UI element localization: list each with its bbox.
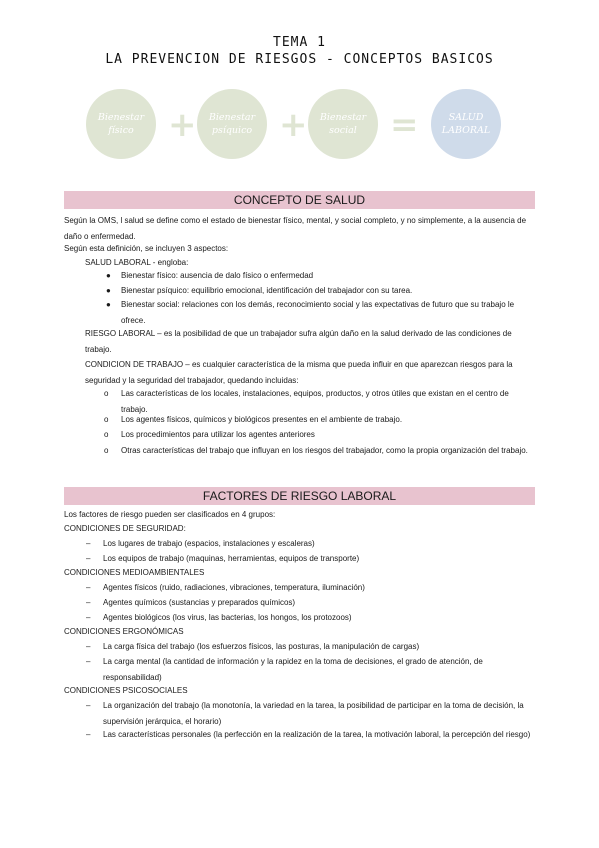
plus-operator: + <box>279 105 308 145</box>
dash-marker: – <box>86 701 91 710</box>
bullet-circle: o <box>104 415 109 424</box>
item-equipos-trabajo: Los equipos de trabajo (maquinas, herramientas, equipos de transporte) <box>103 554 360 563</box>
item-agentes-fisicos: Agentes físicos (ruido, radiaciones, vibraciones, temperatura, iluminación) <box>103 583 365 592</box>
paragraph-condicion-trabajo: CONDICION DE TRABAJO – es cualquier característica de la misma que pueda influir en que aparezcan riesgos para la seguridad y la seguridad del trabajador, quedando incluidas: <box>85 360 513 385</box>
bullet-dot: ● <box>106 286 111 295</box>
circle-bienestar-psiquico: Bienestar psíquico <box>197 89 267 159</box>
group-title-medioambientales: CONDICIONES MEDIOAMBIENTALES <box>64 568 205 577</box>
bullet-social: Bienestar social: relaciones con los demás, reconocimiento social y las expectativas de futuro que su trabajo le ofrece. <box>121 300 515 325</box>
bullet-fisico: Bienestar físico: ausencia de dalo físico o enfermedad <box>121 271 314 280</box>
paragraph-riesgo-laboral: RIESGO LABORAL – es la posibilidad de que un trabajador sufra algún daño en la salud derivado de las condiciones de trabajo. <box>85 329 512 354</box>
dash-marker: – <box>86 657 91 666</box>
section-heading-factores-riesgo: FACTORES DE RIESGO LABORAL <box>64 487 535 505</box>
group-title-seguridad: CONDICIONES DE SEGURIDAD: <box>64 524 186 533</box>
sub-bullet-otras: Otras características del trabajo que influyan en los riesgos del trabajador, como la propia organización del trabajo. <box>121 446 528 455</box>
item-lugares-trabajo: Los lugares de trabajo (espacios, instalaciones y escaleras) <box>103 539 315 548</box>
item-organizacion-trabajo: La organización del trabajo (la monotonía, la variedad en la tarea, la posibilidad de participar en la toma de decisión, la supervisión jerárquica, el horario) <box>103 701 524 726</box>
paragraph-aspects: Según esta definición, se incluyen 3 aspectos: <box>64 244 229 253</box>
bullet-dot: ● <box>106 300 111 309</box>
item-carga-fisica: La carga física del trabajo (los esfuerzos físicos, las posturas, la manipulación de cargas) <box>103 642 420 651</box>
dash-marker: – <box>86 554 91 563</box>
group-title-psicosociales: CONDICIONES PSICOSOCIALES <box>64 686 188 695</box>
item-agentes-quimicos: Agentes químicos (sustancias y preparados químicos) <box>103 598 296 607</box>
section-heading-concepto-salud: CONCEPTO DE SALUD <box>64 191 535 209</box>
sub-bullet-agentes: Los agentes físicos, químicos y biológicos presentes en el ambiente de trabajo. <box>121 415 403 424</box>
bullet-circle: o <box>104 389 109 398</box>
item-caracteristicas-personales: Las características personales (la perfección en la realización de la tarea, la motivación laboral, la percepción del riesgo) <box>103 730 531 739</box>
plus-operator: + <box>168 105 197 145</box>
dash-marker: – <box>86 598 91 607</box>
item-agentes-biologicos: Agentes biológicos (los virus, las bacterias, los hongos, los protozoos) <box>103 613 352 622</box>
dash-marker: – <box>86 583 91 592</box>
bullet-psiquico: Bienestar psíquico: equilibrio emocional, identificación del trabajador con su tarea. <box>121 286 413 295</box>
document-title: TEMA 1 <box>273 35 326 50</box>
paragraph-factores-intro: Los factores de riesgo pueden ser clasificados en 4 grupos: <box>64 510 276 519</box>
dash-marker: – <box>86 730 91 739</box>
sub-bullet-procedimientos: Los procedimientos para utilizar los agentes anteriores <box>121 430 315 439</box>
circle-salud-laboral: SALUD LABORAL <box>431 89 501 159</box>
bullet-circle: o <box>104 430 109 439</box>
equals-operator: = <box>390 105 419 145</box>
bullet-circle: o <box>104 446 109 455</box>
circle-bienestar-social: Bienestar social <box>308 89 378 159</box>
dash-marker: – <box>86 642 91 651</box>
document-subtitle: LA PREVENCION DE RIESGOS - CONCEPTOS BASICOS <box>105 52 494 67</box>
circle-bienestar-fisico: Bienestar físico <box>86 89 156 159</box>
label-salud-laboral: SALUD LABORAL - engloba: <box>85 258 189 267</box>
sub-bullet-locales: Las características de los locales, instalaciones, equipos, productos, y otros útiles que existan en el centro de trabajo. <box>121 389 509 414</box>
dash-marker: – <box>86 539 91 548</box>
group-title-ergonomicas: CONDICIONES ERGONÓMICAS <box>64 627 184 636</box>
dash-marker: – <box>86 613 91 622</box>
paragraph-oms: Según la OMS, l salud se define como el estado de bienestar físico, mental, y social completo, y no simplemente, a la ausencia de daño o enfermedad. <box>64 216 527 241</box>
bullet-dot: ● <box>106 271 111 280</box>
item-carga-mental: La carga mental (la cantidad de información y la rapidez en la toma de decisiones, el grado de atención, de responsabilidad) <box>103 657 483 682</box>
